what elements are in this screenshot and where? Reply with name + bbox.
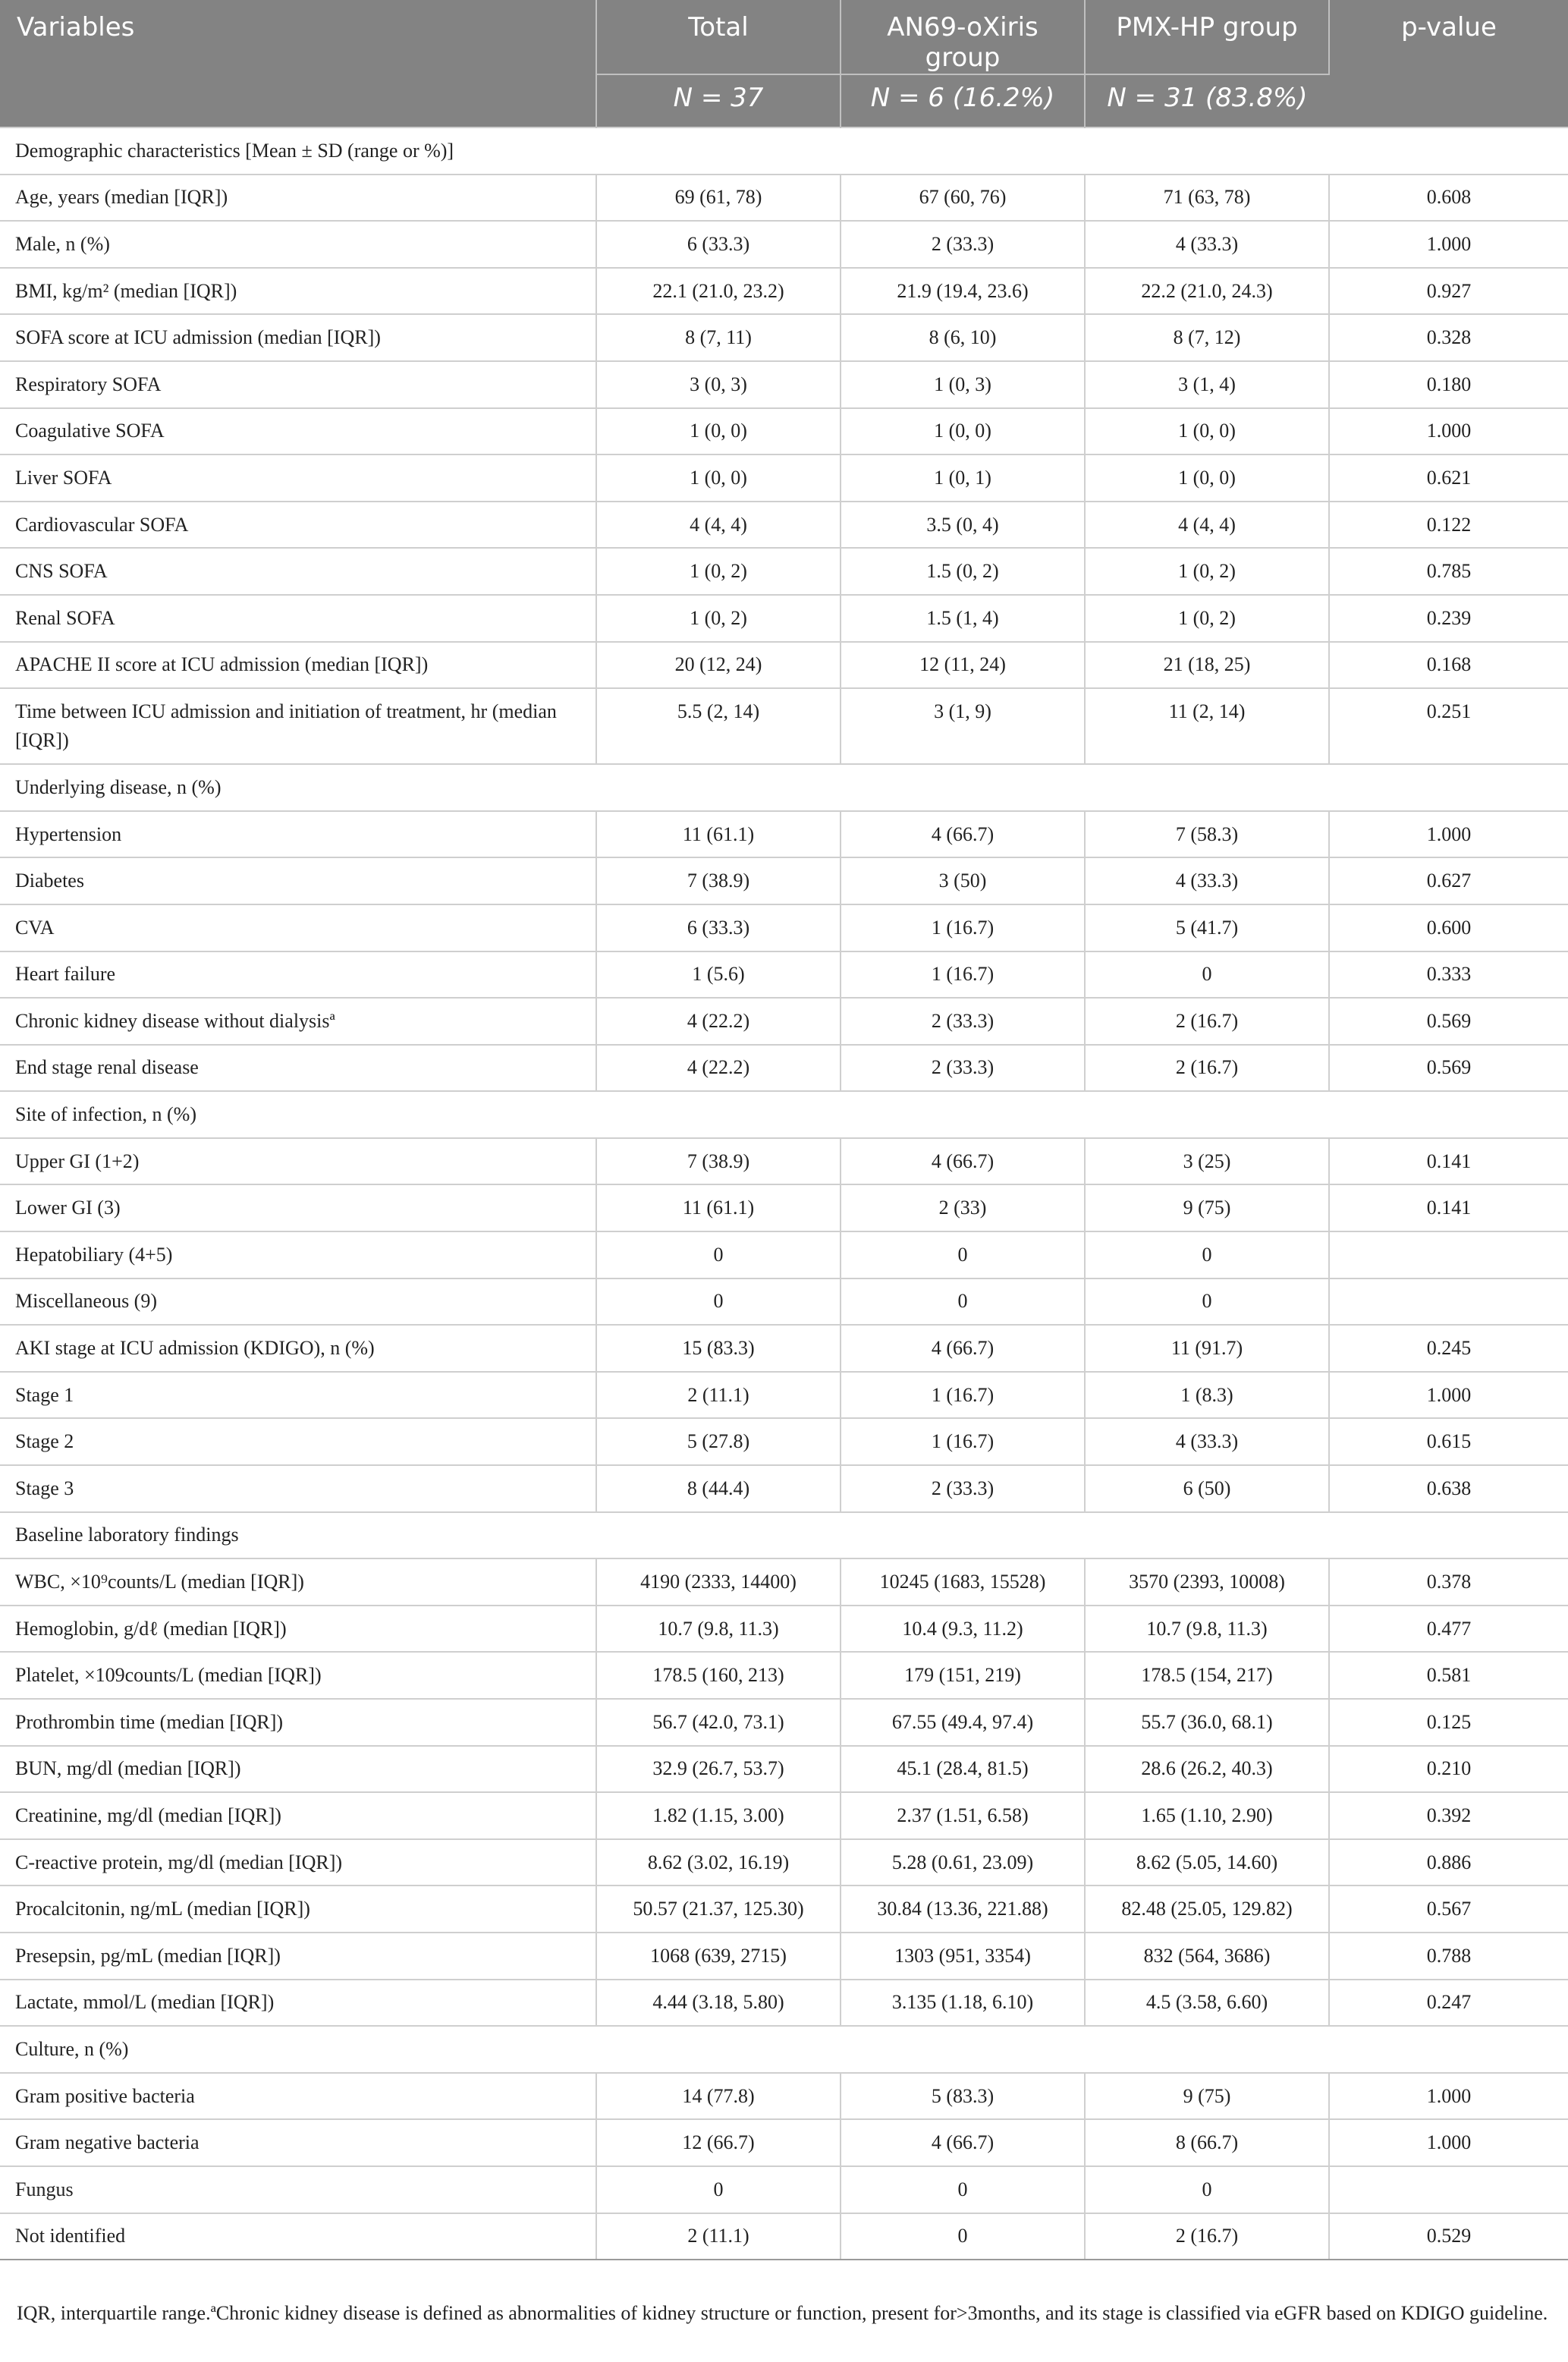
total-cell: 6 (33.3): [596, 221, 841, 268]
table-row: [0, 548, 1568, 595]
table-row: [0, 221, 1568, 268]
an69-cell: 4 (66.7): [841, 811, 1085, 858]
total-cell: 11 (61.1): [596, 1184, 841, 1231]
p-value-cell: 1.000: [1329, 811, 1568, 858]
total-cell: 1 (0, 0): [596, 408, 841, 455]
p-value-cell: 0.638: [1329, 1465, 1568, 1512]
pmx-cell: 8 (66.7): [1085, 2119, 1329, 2166]
an69-cell: 10.4 (9.3, 11.2): [841, 1606, 1085, 1653]
total-cell: 56.7 (42.0, 73.1): [596, 1699, 841, 1746]
total-cell: 1 (5.6): [596, 951, 841, 999]
pmx-cell: 55.7 (36.0, 68.1): [1085, 1699, 1329, 1746]
p-value-cell: 0.569: [1329, 1045, 1568, 1092]
table-row: [0, 1372, 1568, 1419]
pmx-cell: 8.62 (5.05, 14.60): [1085, 1839, 1329, 1886]
section-label: Baseline laboratory findings: [0, 1512, 1568, 1559]
table-row: [0, 811, 1568, 858]
p-value-cell: 0.529: [1329, 2213, 1568, 2260]
an69-cell: 4 (66.7): [841, 1325, 1085, 1372]
pmx-cell: 4.5 (3.58, 6.60): [1085, 1980, 1329, 2027]
table-row: [0, 361, 1568, 408]
pmx-cell: 2 (16.7): [1085, 1045, 1329, 1092]
variable-cell: Stage 3: [0, 1465, 596, 1512]
pmx-cell: 3570 (2393, 10008): [1085, 1558, 1329, 1606]
total-cell: 0: [596, 1278, 841, 1326]
table-row: [0, 408, 1568, 455]
total-cell: 7 (38.9): [596, 1138, 841, 1185]
an69-cell: 0: [841, 1278, 1085, 1326]
pmx-cell: 11 (2, 14): [1085, 688, 1329, 764]
variable-cell: Lower GI (3): [0, 1184, 596, 1231]
p-value-cell: 0.378: [1329, 1558, 1568, 1606]
an69-cell: 2 (33.3): [841, 221, 1085, 268]
total-cell: 0: [596, 1231, 841, 1278]
p-value-cell: 0.168: [1329, 642, 1568, 689]
variable-cell: CNS SOFA: [0, 548, 596, 595]
p-value-cell: 0.392: [1329, 1792, 1568, 1839]
variable-cell: APACHE II score at ICU admission (median [IQR]): [0, 642, 596, 689]
variable-cell: BMI, kg/m² (median [IQR]): [0, 268, 596, 315]
table-row: [0, 2073, 1568, 2120]
variable-cell: End stage renal disease: [0, 1045, 596, 1092]
p-value-cell: 1.000: [1329, 408, 1568, 455]
pmx-cell: 6 (50): [1085, 1465, 1329, 1512]
an69-cell: 0: [841, 2166, 1085, 2213]
table-row: [0, 951, 1568, 999]
table-row: [0, 1325, 1568, 1372]
total-cell: 14 (77.8): [596, 2073, 841, 2120]
total-cell: 12 (66.7): [596, 2119, 841, 2166]
p-value-cell: 0.927: [1329, 268, 1568, 315]
pmx-cell: 1 (0, 0): [1085, 408, 1329, 455]
variable-cell: AKI stage at ICU admission (KDIGO), n (%): [0, 1325, 596, 1372]
variable-cell: Lactate, mmol/L (median [IQR]): [0, 1980, 596, 2027]
p-value-cell: 0.333: [1329, 951, 1568, 999]
p-value-cell: 0.608: [1329, 175, 1568, 222]
p-value-cell: [1329, 2166, 1568, 2213]
an69-cell: 30.84 (13.36, 221.88): [841, 1886, 1085, 1933]
p-value-cell: 0.886: [1329, 1839, 1568, 1886]
total-cell: 0: [596, 2166, 841, 2213]
pmx-cell: 9 (75): [1085, 2073, 1329, 2120]
an69-cell: 0: [841, 1231, 1085, 1278]
table-row: [0, 1465, 1568, 1512]
table-row: [0, 1980, 1568, 2027]
table-row: [0, 1138, 1568, 1185]
total-cell: 5.5 (2, 14): [596, 688, 841, 764]
total-cell: 11 (61.1): [596, 811, 841, 858]
an69-cell: 4 (66.7): [841, 2119, 1085, 2166]
p-value-cell: 0.125: [1329, 1699, 1568, 1746]
variable-cell: Age, years (median [IQR]): [0, 175, 596, 222]
p-value-cell: 0.615: [1329, 1418, 1568, 1465]
an69-cell: 1303 (951, 3354): [841, 1933, 1085, 1980]
table-row: [0, 1278, 1568, 1326]
header-row: [0, 0, 1568, 74]
pmx-cell: 7 (58.3): [1085, 811, 1329, 858]
table-row: [0, 1231, 1568, 1278]
p-value-cell: 1.000: [1329, 221, 1568, 268]
table-row: [0, 502, 1568, 549]
pmx-cell: 3 (1, 4): [1085, 361, 1329, 408]
an69-cell: 12 (11, 24): [841, 642, 1085, 689]
an69-cell: 1 (0, 0): [841, 408, 1085, 455]
variable-cell: Stage 2: [0, 1418, 596, 1465]
variable-cell: SOFA score at ICU admission (median [IQR]): [0, 314, 596, 361]
section-label: Culture, n (%): [0, 2026, 1568, 2073]
total-cell: 5 (27.8): [596, 1418, 841, 1465]
an69-cell: 3 (1, 9): [841, 688, 1085, 764]
p-value-cell: 0.621: [1329, 454, 1568, 502]
variable-cell: Procalcitonin, ng/mL (median [IQR]): [0, 1886, 596, 1933]
pmx-cell: 0: [1085, 1278, 1329, 1326]
total-cell: 3 (0, 3): [596, 361, 841, 408]
an69-cell: 5 (83.3): [841, 2073, 1085, 2120]
p-value-cell: 1.000: [1329, 1372, 1568, 1419]
total-cell: 1.82 (1.15, 3.00): [596, 1792, 841, 1839]
pmx-cell: 0: [1085, 1231, 1329, 1278]
an69-cell: 2 (33): [841, 1184, 1085, 1231]
p-value-cell: 0.785: [1329, 548, 1568, 595]
variable-cell: Respiratory SOFA: [0, 361, 596, 408]
table-row: [0, 1045, 1568, 1092]
variable-cell: Cardiovascular SOFA: [0, 502, 596, 549]
pmx-cell: 28.6 (26.2, 40.3): [1085, 1746, 1329, 1793]
total-cell: 22.1 (21.0, 23.2): [596, 268, 841, 315]
an69-cell: 179 (151, 219): [841, 1652, 1085, 1699]
table-row: [0, 1184, 1568, 1231]
total-cell: 8.62 (3.02, 16.19): [596, 1839, 841, 1886]
section-label: Underlying disease, n (%): [0, 764, 1568, 811]
total-cell: 69 (61, 78): [596, 175, 841, 222]
an69-cell: 0: [841, 2213, 1085, 2260]
p-value-cell: 0.328: [1329, 314, 1568, 361]
variable-cell: Time between ICU admission and initiation of treatment, hr (median [IQR]): [0, 688, 596, 764]
pmx-cell: 9 (75): [1085, 1184, 1329, 1231]
total-cell: 1 (0, 2): [596, 595, 841, 642]
pmx-cell: 178.5 (154, 217): [1085, 1652, 1329, 1699]
variable-cell: Male, n (%): [0, 221, 596, 268]
variable-cell: Miscellaneous (9): [0, 1278, 596, 1326]
table-row: [0, 1933, 1568, 1980]
table-row: [0, 1606, 1568, 1653]
table-row: [0, 1839, 1568, 1886]
an69-cell: 1.5 (0, 2): [841, 548, 1085, 595]
table-row: [0, 454, 1568, 502]
total-cell: 1 (0, 0): [596, 454, 841, 502]
p-value-cell: 0.477: [1329, 1606, 1568, 1653]
table-row: [0, 2166, 1568, 2213]
variable-cell: C-reactive protein, mg/dl (median [IQR]): [0, 1839, 596, 1886]
variable-cell: Hepatobiliary (4+5): [0, 1231, 596, 1278]
table-row: [0, 1886, 1568, 1933]
pmx-cell: 4 (33.3): [1085, 857, 1329, 904]
pmx-cell: 2 (16.7): [1085, 2213, 1329, 2260]
section-row: [0, 1091, 1568, 1138]
an69-cell: 2.37 (1.51, 6.58): [841, 1792, 1085, 1839]
pmx-cell: 22.2 (21.0, 24.3): [1085, 268, 1329, 315]
an69-cell: 67 (60, 76): [841, 175, 1085, 222]
pmx-cell: 1 (0, 2): [1085, 548, 1329, 595]
header-n-an69: N = 6 (16.2%): [841, 74, 1085, 127]
table-row: [0, 688, 1568, 764]
table-row: [0, 2213, 1568, 2260]
an69-cell: 1 (16.7): [841, 1372, 1085, 1419]
table-row: [0, 904, 1568, 951]
p-value-cell: 0.239: [1329, 595, 1568, 642]
total-cell: 6 (33.3): [596, 904, 841, 951]
header-pmx: PMX-HP group: [1085, 0, 1329, 74]
pmx-cell: 1.65 (1.10, 2.90): [1085, 1792, 1329, 1839]
variable-cell: Gram negative bacteria: [0, 2119, 596, 2166]
table-row: [0, 175, 1568, 222]
pmx-cell: 1 (0, 0): [1085, 454, 1329, 502]
total-cell: 20 (12, 24): [596, 642, 841, 689]
an69-cell: 1 (0, 1): [841, 454, 1085, 502]
total-cell: 4 (4, 4): [596, 502, 841, 549]
total-cell: 32.9 (26.7, 53.7): [596, 1746, 841, 1793]
p-value-cell: [1329, 1278, 1568, 1326]
section-row: [0, 1512, 1568, 1559]
p-value-cell: 0.245: [1329, 1325, 1568, 1372]
pmx-cell: 11 (91.7): [1085, 1325, 1329, 1372]
pmx-cell: 21 (18, 25): [1085, 642, 1329, 689]
variable-cell: CVA: [0, 904, 596, 951]
an69-cell: 2 (33.3): [841, 998, 1085, 1045]
total-cell: 4.44 (3.18, 5.80): [596, 1980, 841, 2027]
total-cell: 2 (11.1): [596, 1372, 841, 1419]
p-value-cell: 0.581: [1329, 1652, 1568, 1699]
table-row: [0, 1558, 1568, 1606]
an69-cell: 21.9 (19.4, 23.6): [841, 268, 1085, 315]
table-footnote: IQR, interquartile range.ªChronic kidney disease is defined as abnormalities of kidney structure or function, present for>3months, and its stage is classified via eGFR based on KDIGO guideline.: [17, 2302, 1548, 2324]
total-cell: 1 (0, 2): [596, 548, 841, 595]
pmx-cell: 10.7 (9.8, 11.3): [1085, 1606, 1329, 1653]
p-value-cell: 0.627: [1329, 857, 1568, 904]
table-row: [0, 314, 1568, 361]
an69-cell: 5.28 (0.61, 23.09): [841, 1839, 1085, 1886]
an69-cell: 3.5 (0, 4): [841, 502, 1085, 549]
variable-cell: Presepsin, pg/mL (median [IQR]): [0, 1933, 596, 1980]
table-header: [0, 0, 1568, 127]
variable-cell: Fungus: [0, 2166, 596, 2213]
header-p-value: p-value: [1329, 0, 1568, 127]
table-row: [0, 1652, 1568, 1699]
an69-cell: 1 (0, 3): [841, 361, 1085, 408]
table-row: [0, 1699, 1568, 1746]
header-n-total: N = 37: [596, 74, 841, 127]
total-cell: 8 (44.4): [596, 1465, 841, 1512]
table-row: [0, 998, 1568, 1045]
header-n-pmx: N = 31 (83.8%): [1085, 74, 1329, 127]
table-row: [0, 2119, 1568, 2166]
p-value-cell: 0.247: [1329, 1980, 1568, 2027]
section-row: [0, 127, 1568, 175]
table-row: [0, 1746, 1568, 1793]
total-cell: 4 (22.2): [596, 1045, 841, 1092]
pmx-cell: 82.48 (25.05, 129.82): [1085, 1886, 1329, 1933]
table-row: [0, 1418, 1568, 1465]
variable-cell: Hemoglobin, g/dℓ (median [IQR]): [0, 1606, 596, 1653]
p-value-cell: 0.569: [1329, 998, 1568, 1045]
p-value-cell: 0.122: [1329, 502, 1568, 549]
variable-cell: Platelet, ×109counts/L (median [IQR]): [0, 1652, 596, 1699]
p-value-cell: 0.141: [1329, 1184, 1568, 1231]
an69-cell: 2 (33.3): [841, 1045, 1085, 1092]
total-cell: 8 (7, 11): [596, 314, 841, 361]
variable-cell: Coagulative SOFA: [0, 408, 596, 455]
an69-cell: 10245 (1683, 15528): [841, 1558, 1085, 1606]
total-cell: 1068 (639, 2715): [596, 1933, 841, 1980]
p-value-cell: 0.600: [1329, 904, 1568, 951]
variable-cell: WBC, ×10⁹counts/L (median [IQR]): [0, 1558, 596, 1606]
total-cell: 15 (83.3): [596, 1325, 841, 1372]
total-cell: 4190 (2333, 14400): [596, 1558, 841, 1606]
table-body: [0, 127, 1568, 2260]
pmx-cell: 832 (564, 3686): [1085, 1933, 1329, 1980]
p-value-cell: 1.000: [1329, 2119, 1568, 2166]
variable-cell: Upper GI (1+2): [0, 1138, 596, 1185]
section-row: [0, 2026, 1568, 2073]
p-value-cell: 0.180: [1329, 361, 1568, 408]
an69-cell: 1.5 (1, 4): [841, 595, 1085, 642]
an69-cell: 3.135 (1.18, 6.10): [841, 1980, 1085, 2027]
pmx-cell: 0: [1085, 951, 1329, 999]
table-row: [0, 642, 1568, 689]
section-label: Demographic characteristics [Mean ± SD (range or %)]: [0, 127, 1568, 175]
pmx-cell: 3 (25): [1085, 1138, 1329, 1185]
p-value-cell: 1.000: [1329, 2073, 1568, 2120]
section-label: Site of infection, n (%): [0, 1091, 1568, 1138]
header-variables: Variables: [0, 0, 596, 127]
pmx-cell: 4 (33.3): [1085, 1418, 1329, 1465]
variable-cell: Not identified: [0, 2213, 596, 2260]
total-cell: 4 (22.2): [596, 998, 841, 1045]
variable-cell: Liver SOFA: [0, 454, 596, 502]
an69-cell: 8 (6, 10): [841, 314, 1085, 361]
section-row: [0, 764, 1568, 811]
pmx-cell: 4 (4, 4): [1085, 502, 1329, 549]
variable-cell: Creatinine, mg/dl (median [IQR]): [0, 1792, 596, 1839]
pmx-cell: 8 (7, 12): [1085, 314, 1329, 361]
pmx-cell: 5 (41.7): [1085, 904, 1329, 951]
an69-cell: 45.1 (28.4, 81.5): [841, 1746, 1085, 1793]
table-row: [0, 268, 1568, 315]
header-an69: AN69-oXiris group: [841, 0, 1085, 74]
variable-cell: Stage 1: [0, 1372, 596, 1419]
total-cell: 10.7 (9.8, 11.3): [596, 1606, 841, 1653]
variable-cell: Prothrombin time (median [IQR]): [0, 1699, 596, 1746]
p-value-cell: [1329, 1231, 1568, 1278]
table-row: [0, 595, 1568, 642]
pmx-cell: 2 (16.7): [1085, 998, 1329, 1045]
an69-cell: 2 (33.3): [841, 1465, 1085, 1512]
an69-cell: 1 (16.7): [841, 1418, 1085, 1465]
table-row: [0, 857, 1568, 904]
an69-cell: 4 (66.7): [841, 1138, 1085, 1185]
p-value-cell: 0.567: [1329, 1886, 1568, 1933]
pmx-cell: 0: [1085, 2166, 1329, 2213]
variable-cell: Chronic kidney disease without dialysisª: [0, 998, 596, 1045]
pmx-cell: 4 (33.3): [1085, 221, 1329, 268]
variable-cell: BUN, mg/dl (median [IQR]): [0, 1746, 596, 1793]
total-cell: 50.57 (21.37, 125.30): [596, 1886, 841, 1933]
pmx-cell: 1 (8.3): [1085, 1372, 1329, 1419]
variable-cell: Gram positive bacteria: [0, 2073, 596, 2120]
p-value-cell: 0.210: [1329, 1746, 1568, 1793]
p-value-cell: 0.251: [1329, 688, 1568, 764]
pmx-cell: 1 (0, 2): [1085, 595, 1329, 642]
variable-cell: Renal SOFA: [0, 595, 596, 642]
header-total: Total: [596, 0, 841, 74]
variable-cell: Heart failure: [0, 951, 596, 999]
p-value-cell: 0.788: [1329, 1933, 1568, 1980]
an69-cell: 3 (50): [841, 857, 1085, 904]
an69-cell: 1 (16.7): [841, 904, 1085, 951]
total-cell: 7 (38.9): [596, 857, 841, 904]
table-row: [0, 1792, 1568, 1839]
variable-cell: Diabetes: [0, 857, 596, 904]
total-cell: 178.5 (160, 213): [596, 1652, 841, 1699]
pmx-cell: 71 (63, 78): [1085, 175, 1329, 222]
an69-cell: 67.55 (49.4, 97.4): [841, 1699, 1085, 1746]
p-value-cell: 0.141: [1329, 1138, 1568, 1185]
an69-cell: 1 (16.7): [841, 951, 1085, 999]
total-cell: 2 (11.1): [596, 2213, 841, 2260]
variable-cell: Hypertension: [0, 811, 596, 858]
